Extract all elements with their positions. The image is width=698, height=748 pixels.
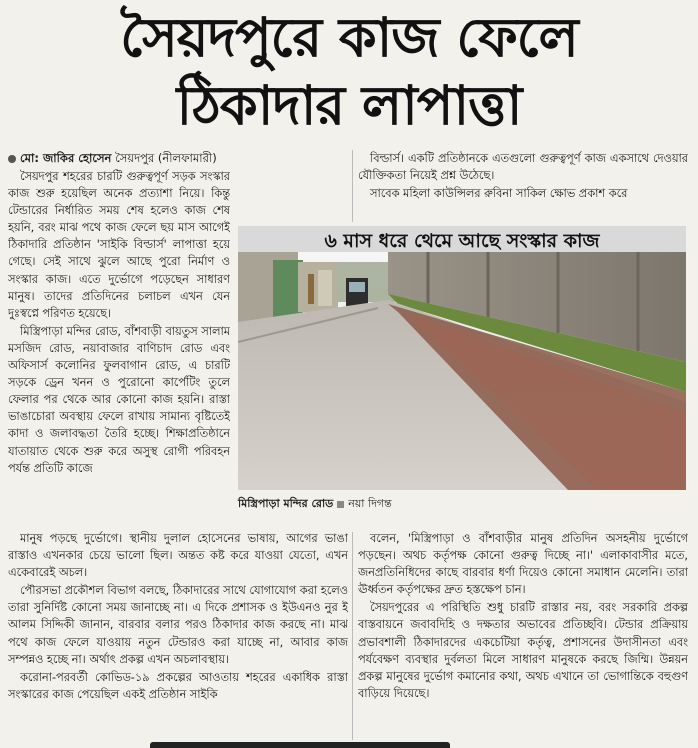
paragraph: বিল্ডার্স। একটি প্রতিষ্ঠানকে এতগুলো গুরুত্বপূর্ণ কাজ একসাথে দেওয়ার যৌক্তিকতা নিয়েই প্রশ্ন উঠেছে। [358, 152, 688, 183]
headline [0, 4, 698, 140]
article-bottom-left-column [8, 530, 348, 742]
paragraph: করোনা-পরবর্তী কোভিড-১৯ প্রকল্পের আওতায় শহরের একাধিক রাস্তা সংস্কারের কাজ পেয়েছিল একই প্রতিষ্ঠান সাইকি [8, 670, 348, 701]
paragraph: বলেন, 'মিস্ত্রিপাড়া ও বাঁশবাড়ীর মানুষ প্রতিদিন অসহনীয় দুর্ভোগে পড়ছেন। অথচ কর্তৃপক্ষ কোনো গুরুত্ব দিচ্ছে না।' এলাকাবাসীর মতে, জনপ্রতিনিধিদের কাছে বারবার ধর্ণা দিয়েও কোনো সমাধান মেলেনি। তারা ঊর্ধ্বতন কর্তৃপক্ষের দ্রুত হস্তক্ষেপ চান। [358, 532, 688, 597]
paragraph: সৈয়দপুরের এ পরিস্থিতি শুধু চারটি রাস্তার নয়, বরং সরকারি প্রকল্প বাস্তবায়নে জবাবদিহি ও দক্ষতার অভাবের প্রতিচ্ছবি। টেন্ডার প্রক্রিয়ায় প্রভাবশালী ঠিকাদারদের একচেটিয়া কর্তৃত্ব, প্রশাসনের উদাসীনতা এবং পর্যবেক্ষণ ব্যবস্থার দুর্বলতা মিলে সাধারণ মানুষকে করছে জিম্মি। উন্নয়ন প্রকল্প মানুষের দুর্ভোগ কমানোর কথা, অথচ এখানে তা ভোগান্তিকে বহুগুণ বাড়িয়ে দিয়েছে। [358, 601, 688, 700]
road-photo-image [238, 252, 686, 490]
photo-caption [238, 496, 686, 512]
article-bottom-right-column [358, 530, 688, 742]
article-right-top-column [358, 150, 688, 220]
byline-location: সৈয়দপুর (নীলফামারী) [115, 151, 217, 165]
photo-credit: নয়া দিগন্ত [348, 497, 392, 510]
column-divider [352, 532, 353, 740]
byline-author: মো: জাকির হোসেন [20, 151, 112, 165]
paragraph: সাবেক মহিলা কাউন্সিলর রুবিনা সাকিল ক্ষোভ প্রকাশ করে [370, 187, 628, 201]
headline-line-1: সৈয়দপুরে কাজ ফেলে [120, 6, 578, 69]
bottom-edge-bar [150, 742, 450, 748]
headline-line-2: ঠিকাদার লাপাত্তা [176, 74, 522, 137]
paragraph: পৌরসভা প্রকৌশল বিভাগ বলছে, ঠিকাদারের সাথে যোগাযোগ করা হলেও তারা সুনির্দিষ্ট কোনো সময় জানাচ্ছে না। এ দিকে প্রশাসক ও ইউএনও নুর ই আলম সিদ্দিকী জানান, বারবার বলার পরও ঠিকাদার কাজ করছে না। মাঝ পথে কাজ ফেলে যাওয়ায় নতুন টেন্ডারও করা যাচ্ছে না, আবার কাজ সম্পন্নও হচ্ছে না। অর্থাৎ প্রকল্প এখন অচলাবস্থায়। [8, 584, 348, 666]
paragraph: সৈয়দপুর শহরের চারটি গুরুত্বপূর্ণ সড়ক সংস্কার কাজ শুরু হয়েছিল অনেক প্রত্যাশা নিয়ে। কিন্তু টেন্ডারের নির্ধারিত সময় শেষ হলেও কাজ শেষ হয়নি, বরং মাঝ পথে কাজ ফেলে ছয় মাস আগেই ঠিকাদারি প্রতিষ্ঠান 'সাইকি বিল্ডার্স' লাপাত্তা হয়ে গেছে। সেই সাথে ঝুলে আছে পুরো নির্মাণ ও সংস্কার কাজ। এতে দুর্ভোগে পড়েছেন সাধারণ মানুষ। তাদের প্রতিদিনের চলাচল এখন যেন দুঃস্বপ্নে পরিণত হয়েছে। [8, 170, 230, 320]
subheading: ৬ মাস ধরে থেমে আছে সংস্কার কাজ [238, 226, 686, 256]
byline [8, 150, 350, 166]
road-photo [238, 252, 686, 490]
column-divider [352, 150, 353, 222]
caption-square-icon [337, 501, 344, 508]
byline-bullet-icon [8, 155, 16, 163]
paragraph: মিস্ত্রিপাড়া মন্দির রোড, বাঁশবাড়ী বায়তুস সালাম মসজিদ রোড, নয়াবাজার বাণিচাদ রোড এবং অফিসার্স কলোনির ফুলবাগান রোড, এ চারটি সড়কে ড্রেন খনন ও পুরোনো কার্পেটিং তুলে ফেলার পর থেকে আর কোনো কাজ হয়নি। রাস্তা ভাঙাচোরা অবস্থায় ফেলে রাখায় সামান্য বৃষ্টিতেই কাদা ও জলাবদ্ধতা তৈরি হচ্ছে। শিক্ষাপ্রতিষ্ঠানে যাতায়াত থেকে শুরু করে অসুস্থ রোগী পরিবহন পর্যন্ত প্রতিটি কাজে [8, 324, 230, 475]
article-left-column [8, 168, 230, 528]
photo-caption-place: মিস্ত্রিপাড়া মন্দির রোড [238, 497, 334, 510]
paragraph: মানুষ পড়ছে দুর্ভোগে। স্থানীয় দুলাল হোসেনের ভাষায়, আগের ভাঙা রাস্তাও এখনকার চেয়ে ভালো ছিল। অন্তত কষ্ট করে যাওয়া যেতো, এখন একেবারেই অচল। [8, 532, 348, 580]
